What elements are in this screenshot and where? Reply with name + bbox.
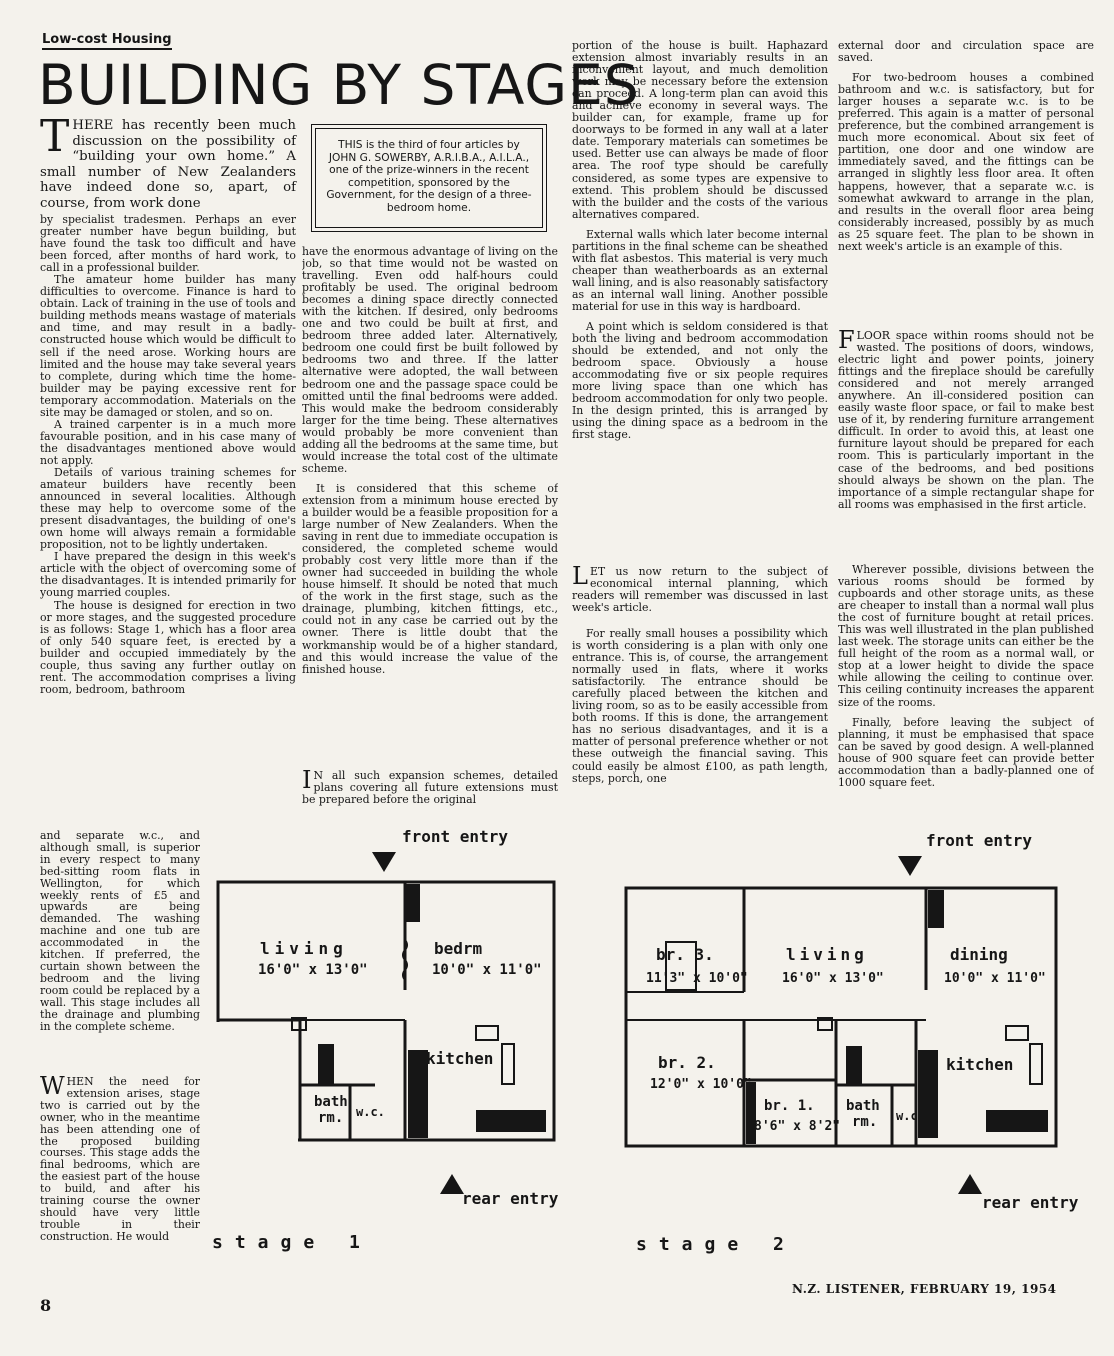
stage2-br2-dim: 12'0" x 10'0" bbox=[650, 1077, 752, 1092]
stage1-bedrm-dim: 10'0" x 11'0" bbox=[432, 962, 542, 978]
stage2-br1-label: br. 1. bbox=[764, 1098, 815, 1114]
col2-in-text: N all such expansion schemes, detailed plans covering all future extensions must be prepared before the original bbox=[302, 770, 558, 807]
section-kicker: Low-cost Housing bbox=[42, 32, 172, 50]
front-entry-arrow bbox=[372, 852, 396, 872]
stage1-bedrm-label: bedrm bbox=[434, 939, 483, 958]
col1-para-3: Details of various training schemes for amateur builders have recently been announced in several localities. Although these may help to overcome some of the present disadvantages, the building of one's own home will always remain a formidable proposition, not to be lightly undertaken. bbox=[40, 465, 296, 552]
stage1-cupboard bbox=[408, 1050, 428, 1138]
stage1-stove bbox=[476, 1026, 498, 1040]
article-column-2 bbox=[302, 246, 558, 763]
article-column-4 bbox=[838, 40, 1094, 322]
stage2-front-entry-arrow bbox=[898, 856, 922, 876]
stage1-living-label: living bbox=[260, 939, 348, 958]
article-column-4-floor bbox=[838, 330, 1094, 560]
article-column-3 bbox=[572, 40, 828, 554]
article-column-1 bbox=[40, 214, 296, 859]
stage2-wc-label: w.c. bbox=[896, 1109, 925, 1123]
stage2-living-dim: 16'0" x 13'0" bbox=[782, 971, 884, 986]
col3-para-4: For really small houses a possibility which is worth considering is a plan with only one entrance. This is, of course, the arrangement normally used in flats, where it works satisfactorily. The entrance should be carefully placed between the kitchen and living room, so as to be easily accessible from both rooms. If this is done, the arrangement has no serious disadvantages, and it is a matter of personal preference whether or not these outweigh the financial saving. This could easily be almost £100, as path length, steps, porch, one bbox=[572, 628, 828, 785]
stage2-br1-dim: 8'6" x 8'2" bbox=[754, 1119, 841, 1134]
author-note-box: THIS is the third of four articles by JOHN G. SOWERBY, A.R.I.B.A., A.I.L.A., one of the prize-winners in the recent competition, sponsored by the Government, for the design of a three-bedroom home. bbox=[311, 124, 547, 232]
stage2-living-label: living bbox=[786, 945, 868, 964]
page-number: 8 bbox=[40, 1296, 52, 1315]
stage1-rear-entry-label: rear entry bbox=[462, 1189, 559, 1208]
stage2-br3-dim: 11'3" x 10'0" bbox=[646, 971, 748, 986]
col4-para-3: Wherever possible, divisions between the various rooms should be formed by cupboards and other storage units, as these are cheaper to install than a normal wall plus the cost of furniture bought at retail prices. This was well illustrated in the plan published last week. The storage units can either be the full height of the room as a normal wall, or stop at a lower height to divide the space while allowing the ceiling to continue over. This ceiling continuity increases the apparent size of the rooms. bbox=[838, 564, 1094, 709]
intro-paragraph bbox=[40, 111, 296, 212]
rear-entry-arrow bbox=[440, 1174, 464, 1194]
in-dropcap: I bbox=[302, 770, 312, 794]
stage2-linen-cupboard bbox=[846, 1046, 862, 1084]
masthead-footer: N.Z. LISTENER, FEBRUARY 19, 1954 bbox=[792, 1282, 1057, 1296]
floor-dropcap: F bbox=[838, 330, 855, 354]
article-column-2-in bbox=[302, 770, 558, 816]
stage2-sink bbox=[1030, 1044, 1042, 1084]
when-dropcap: W bbox=[40, 1076, 65, 1100]
article-column-4-b bbox=[838, 564, 1094, 820]
stage2-dining-label: dining bbox=[950, 945, 1008, 964]
stage1-bench bbox=[476, 1110, 546, 1132]
stage2-rear-entry-arrow bbox=[958, 1174, 982, 1194]
col3-para-2: External walls which later become internal partitions in the final scheme can be sheathed with flat asbestos. This material is very much cheaper than weatherboards as an external wall lining, and is also reasonably satisfactory as an internal wall lining. Another possible material for use in this way is hardboard. bbox=[572, 227, 828, 313]
stage2-stove bbox=[1006, 1026, 1028, 1040]
col1-para-1: The amateur home builder has many difficulties to overcome. Finance is hard to obtain. Lack of training in the use of tools and building methods means wastage of materials and time, and may result in a badly-constructed house which would be difficult to sell if the need arose. Working hours are limited and the house may take several years to complete, during which time the home-builder may be paying excessive rent for temporary accommodation. Materials on the site may be damaged or stolen, and so on. bbox=[40, 273, 296, 419]
col3-para-3: A point which is seldom considered is that both the living and bedroom accommodation should be extended, and not only the bedroom space. Obviously a house accommodating five or six people requires more living space than one which has bedroom accommodation for only two people. In the design printed, this is arranged by using the dining space as a bedroom in the first stage. bbox=[572, 320, 828, 442]
stage2-dining-dim: 10'0" x 11'0" bbox=[944, 971, 1046, 986]
article-column-3-let bbox=[572, 566, 828, 624]
article-column-1-narrow bbox=[40, 830, 200, 1067]
stage2-bench bbox=[986, 1110, 1048, 1132]
stage1-rm-label: rm. bbox=[318, 1110, 344, 1126]
intro-continuation: by specialist tradesmen. Perhaps an ever greater number have begun building, but have found the task too difficult and have been forced, after months of hard work, to call in a professional builder. bbox=[40, 214, 296, 275]
stage1-kitchen-label: kitchen bbox=[426, 1049, 494, 1068]
col2-para-2: It is considered that this scheme of extension from a minimum house erected by a builder would be a feasible proposition for a large number of New Zealanders. When the saving in rent due to immediate occupation is considered, the completed scheme would probably cost very little more than if the owner had succeeded in building the whole house himself. It should be noted that much of the work in the first stage, such as the drainage, plumbing, kitchen fittings, etc., could not in any case be carried out by the owner. There is little doubt that the workmanship would be of a higher standard, and this would increase the value of the finished house. bbox=[302, 481, 558, 676]
col1-when-text: HEN the need for extension arises, stage two is carried out by the owner, who in the meantime has been attending one of the proposed building courses. This stage adds the final bedrooms, which are the easiest part of the house to build, and after his training course the owner should have very little trouble in their construction. He would bbox=[40, 1076, 200, 1243]
stage2-caption: stage 2 bbox=[636, 1234, 796, 1255]
stage2-br3-label: br. 3. bbox=[656, 945, 714, 964]
stage2-rm-label: rm. bbox=[852, 1114, 878, 1130]
stage1-linen-cupboard bbox=[318, 1044, 334, 1084]
col2-para-1: have the enormous advantage of living on the job, so that time would not be wasted on travelling. Even odd half-hours could profitably be used. The original bedroom becomes a dining space directly connected with the kitchen. If desired, only bedrooms one and two could be built at first, and bedroom three added later. Alternatively, bedroom one could first be built followed by bedrooms two and three. If the latter alternative were adopted, the wall between bedroom one and the passage space could be omitted until the final bedrooms were added. This would make the bedroom considerably larger for the time being. These alternatives would probably be more convenient than adding all the bedrooms at the same time, but would increase the total cost of the ultimate scheme. bbox=[302, 246, 558, 475]
col4-para-1: external door and circulation space are saved. bbox=[838, 40, 1094, 65]
stage1-bath-label: bath bbox=[314, 1094, 348, 1110]
stage1-wc-label: w.c. bbox=[356, 1105, 385, 1119]
stage1-living-dim: 16'0" x 13'0" bbox=[258, 962, 368, 978]
col3-para-1: portion of the house is built. Haphazard extension almost invariably results in an inconvenient layout, and much demolition work may be necessary before the extension can proceed. A long-term plan can avoid this and achieve economy in several ways. The builder can, for example, frame up for doorways to be formed in any wall at a later date. Temporary materials can sometimes be used. Better use can always be made of floor area. The roof type should be carefully considered, as some types are expensive to extend. This problem should be discussed with the builder and the costs of the various alternatives compared. bbox=[572, 40, 828, 221]
stage2-rear-entry-label: rear entry bbox=[982, 1193, 1079, 1212]
stage2-front-steps bbox=[928, 890, 944, 928]
stage1-sink bbox=[502, 1044, 514, 1084]
col4-floor-text: LOOR space within rooms should not be wasted. The positions of doors, windows, electric light and power points, joinery fittings and the fireplace should be carefully considered and not merely arranged anywhere. An ill-considered position can easily waste floor space, or fail to make best use of it, by rendering furniture arrangement difficult. In order to avoid this, at least one furniture layout should be prepared for each room. This is particularly important in the case of the bedrooms, and bed positions should always be shown on the plan. The importance of a simple rectangular shape for all rooms was emphasised in the first article. bbox=[838, 330, 1094, 511]
col1-para-6: and separate w.c., and although small, is superior in every respect to many bed-sitting room flats in Wellington, for which weekly rents of £5 and upwards are being demanded. The washing machine and one tub are accommodated in the kitchen. If preferred, the curtain shown between the bedroom and the living room could be replaced by a wall. This stage includes all the drainage and plumbing in the complete scheme. bbox=[40, 830, 200, 1033]
article-column-1-when bbox=[40, 1076, 200, 1270]
let-dropcap: L bbox=[572, 566, 588, 590]
front-steps bbox=[406, 884, 420, 922]
article-column-3-b bbox=[572, 628, 828, 818]
col4-para-4: Finally, before leaving the subject of planning, it must be emphasised that space can be saved by good design. A well-planned house of 900 square feet can provide better accommodation than a badly-planned one of 1000 square feet. bbox=[838, 715, 1094, 789]
col3-let-text: ET us now return to the subject of economical internal planning, which readers will remember was discussed in last week's article. bbox=[572, 566, 828, 615]
intro-lead: HERE has recently been much discussion on the possibility of “building your own home.” A small number of New Zealanders have indeed done so, apart, of course, from work done bbox=[40, 118, 296, 211]
stage2-outer-wall bbox=[626, 888, 1056, 1146]
col1-para-4: I have prepared the design in this week's article with the object of overcoming some of the disadvantages. It is intended primarily for young married couples. bbox=[40, 550, 296, 600]
stage1-front-entry-label: front entry bbox=[402, 827, 508, 846]
col1-para-5: The house is designed for erection in two or more stages, and the suggested procedure is as follows: Stage 1, which has a floor area of only 540 square feet, is erected by a builder and occupied immediately by the couple, thus saving any further outlay on rent. The accommodation comprises a living room, bedroom, bathroom bbox=[40, 598, 296, 696]
intro-dropcap: T bbox=[40, 111, 70, 162]
floor-plan-stage-2 bbox=[606, 820, 1098, 1280]
stage1-caption: stage 1 bbox=[212, 1232, 372, 1253]
stage2-kitchen-label: kitchen bbox=[946, 1055, 1014, 1074]
col4-para-2: For two-bedroom houses a combined bathroom and w.c. is satisfactory, but for larger houses a separate w.c. is to be preferred. This again is a matter of personal preference, but the combined arrangement is much more economical. About six feet of partition, one door and one window are immediately saved, and the fittings can be arranged in slightly less floor area. It often happens, however, that a separate w.c. is somewhat awkward to arrange in the plan, and results in the overall floor area being considerably increased, possibly by as much as 25 square feet. The plan to be shown in next week's article is an example of this. bbox=[838, 71, 1094, 253]
stage2-bath-label: bath bbox=[846, 1098, 880, 1114]
stage2-br2-label: br. 2. bbox=[658, 1053, 716, 1072]
col1-para-2: A trained carpenter is in a much more favourable position, and in his case many of the disadvantages mentioned above would not apply. bbox=[40, 417, 296, 467]
floor-plan-stage-1 bbox=[200, 820, 580, 1280]
stage2-cupboard bbox=[918, 1050, 938, 1138]
stage2-front-entry-label: front entry bbox=[926, 831, 1032, 850]
page-title: BUILDING BY STAGES bbox=[38, 53, 640, 117]
